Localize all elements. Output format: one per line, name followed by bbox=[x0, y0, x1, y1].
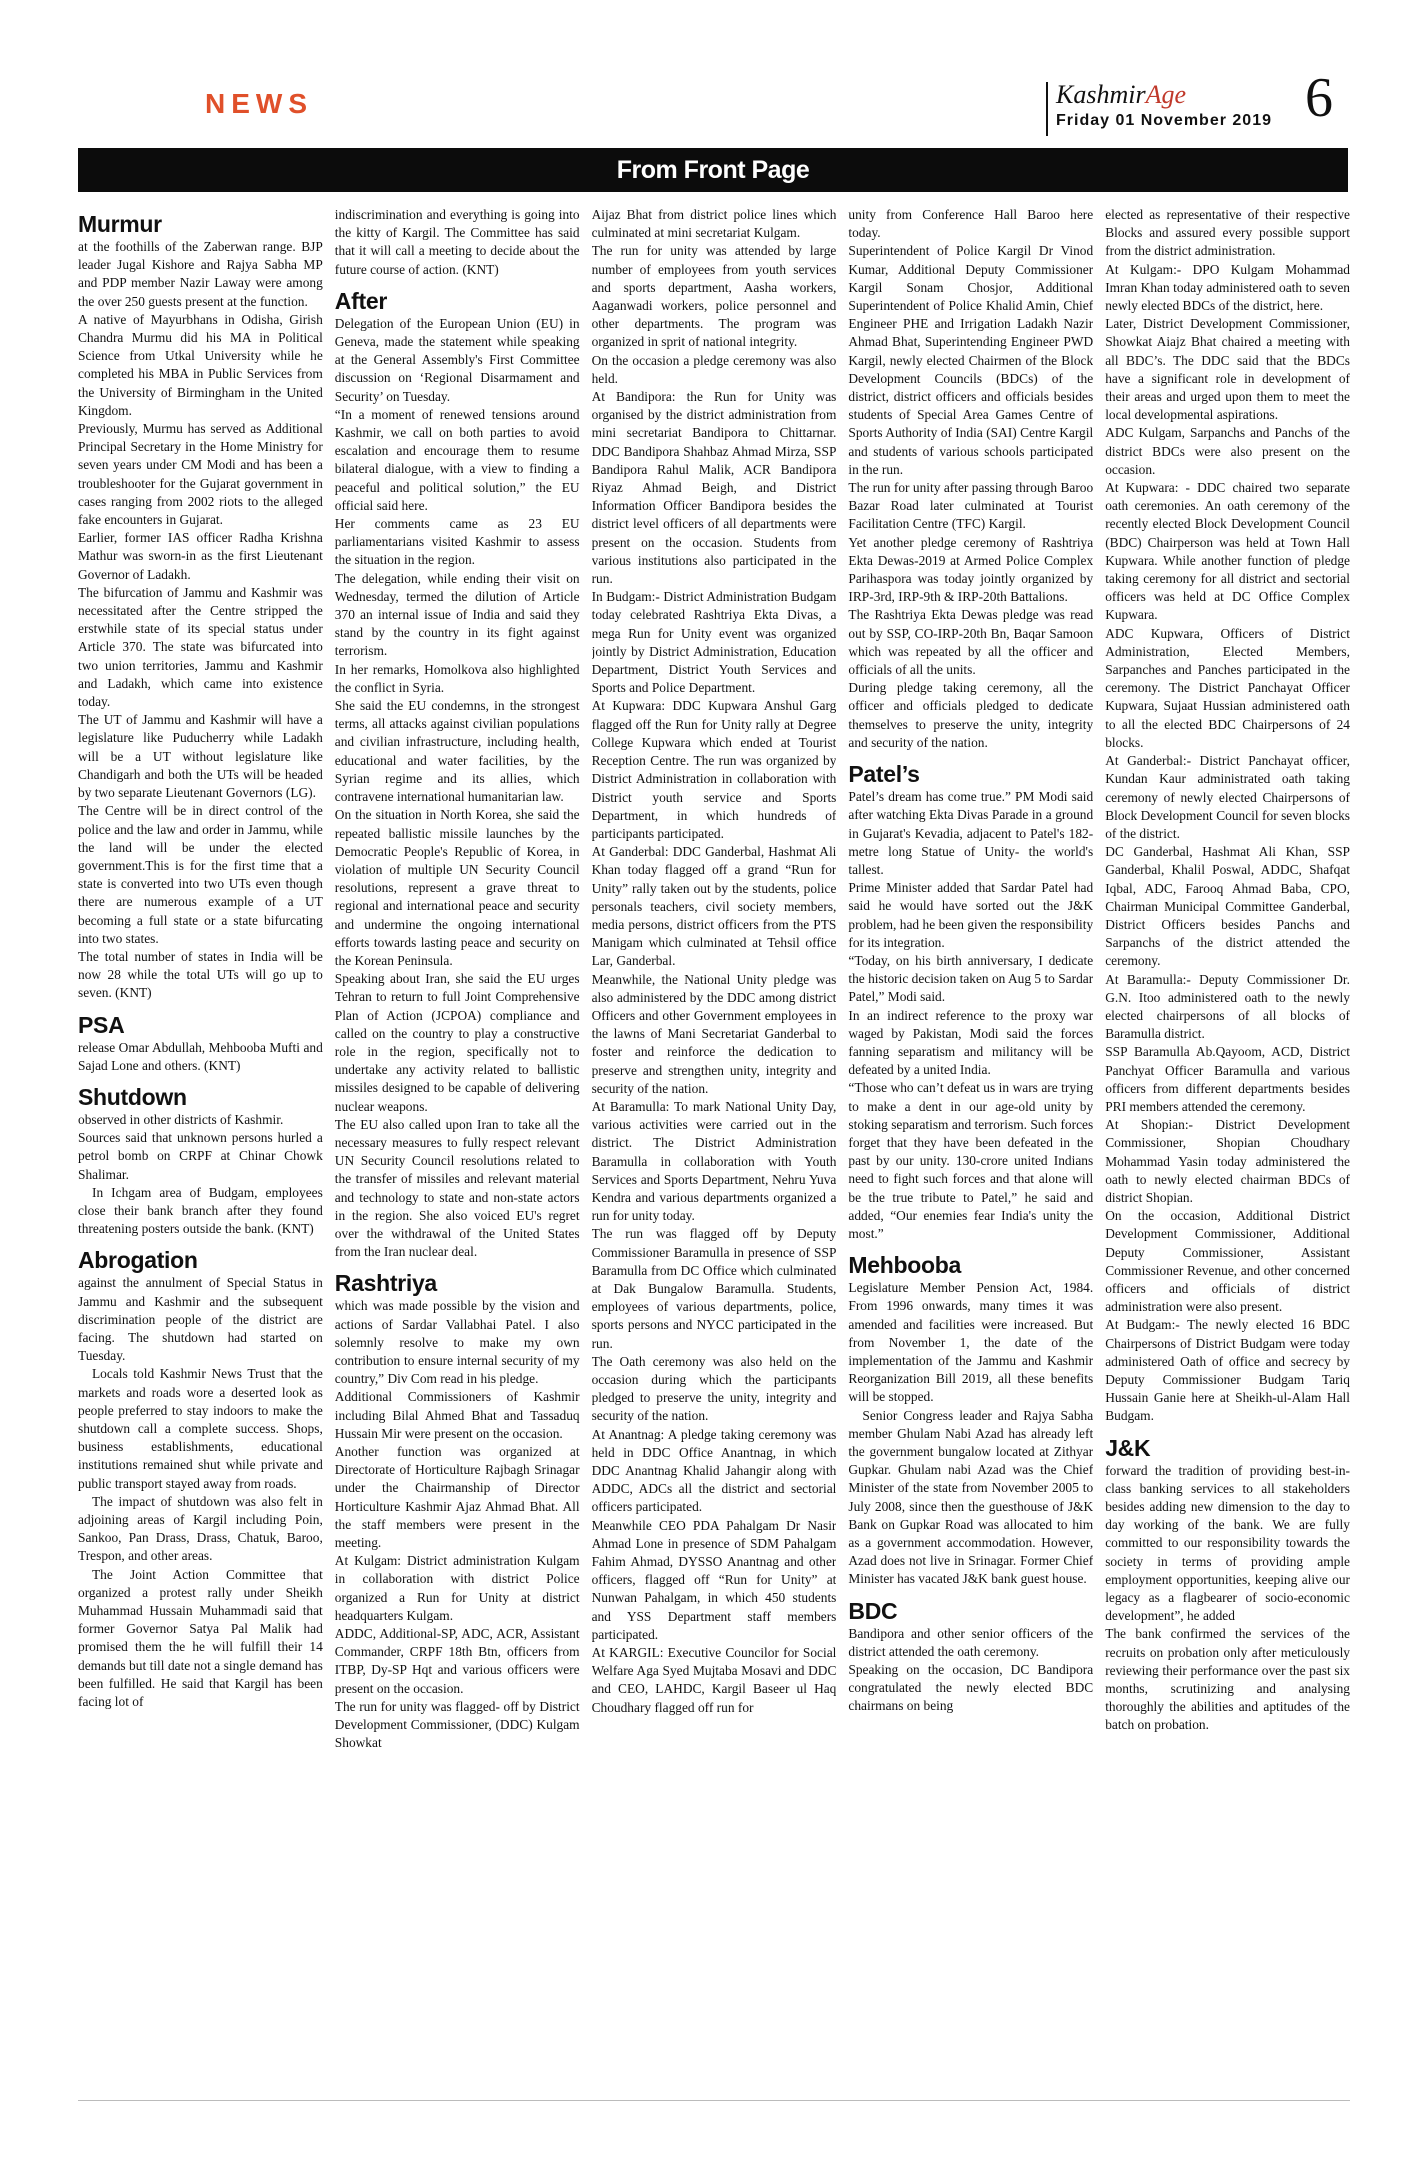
article-paragraph: against the annulment of Special Status in Jammu and Kashmir and the subsequent discrimination people of the district are facing. The shutdown had started on Tuesday. bbox=[78, 1275, 323, 1364]
article-paragraph: indiscrimination and everything is going into the kitty of Kargil. The Committee has said that it will call a meeting to decide about the future course of action. (KNT) bbox=[334, 207, 580, 277]
article-paragraph: which was made possible by the vision and actions of Sardar Vallabhai Patel. I also solemnly resolve to make my own contribution to ensure internal security of my country,” Div Com read in his pledge. bbox=[334, 1298, 580, 1387]
article-columns bbox=[78, 206, 1350, 2086]
article-paragraph: Meanwhile CEO PDA Pahalgam Dr Nasir Ahmad Lone in presence of SDM Pahalgam Fahim Ahmad, DYSSO Anantnag and other officers, flagged off “Run for Unity” at Nunwan Pahalgam, in which 450 students and YSS Department staff members participated. bbox=[591, 1517, 837, 1642]
article-paragraph: elected as representative of their respective Blocks and assured every possible support from the district administration. bbox=[1105, 207, 1350, 259]
article-paragraph: The run for unity after passing through Baroo Bazar Road later culminated at Tourist Facilitation Centre (TFC) Kargil. bbox=[848, 480, 1094, 532]
article-paragraph: ADC Kupwara, Officers of District Administration, Elected Members, Sarpanches and Panches participated in the ceremony. The District Panchayat Officer Kupwara, Sujaat Hussian administered oath to all the elected BDC Chairpersons of 24 blocks. bbox=[1105, 625, 1350, 750]
article-paragraph: On the situation in North Korea, she said the repeated ballistic missile launches by the Democratic People's Republic of Korea, in violation of multiple UN Security Council resolutions, represent a grave threat to regional and international peace and security and undermine the ongoing international efforts towards lasting peace and security on the Korean Peninsula. bbox=[334, 807, 580, 968]
article-paragraph: SSP Baramulla Ab.Qayoom, ACD, District Panchyat Officer Baramulla and various officers from different departments besides PRI members attended the ceremony. bbox=[1105, 1044, 1350, 1114]
article-paragraph: A native of Mayurbhans in Odisha, Girish Chandra Murmu did his MA in Political Science from Utkal University while he completed his MBA in Public Services from the University of Birmingham in the United Kingdom. bbox=[78, 311, 323, 418]
article-paragraph: At Budgam:- The newly elected 16 BDC Chairpersons of District Budgam were today administered Oath of office and secrecy by Deputy Commissioner Budgam Tariq Hussain Ganie here at Sheikh-ul-Alam Hall Budgam. bbox=[1105, 1317, 1350, 1424]
article-paragraph: At Shopian:- District Development Commissioner, Shopian Choudhary Mohammad Yasin today administered the oath to newly elected chairman BDCs of district Shopian. bbox=[1105, 1117, 1350, 1205]
article-paragraph: Senior Congress leader and Rajya Sabha member Ghulam Nabi Azad has already left the government bungalow located at Zithyar Gupkar. Ghulam nabi Azad was the Chief Minister of the state from November 2005 to July 2008, since then the guesthouse of J&K Bank on Gupkar Road was allocated to him as a government accommodation. However, Azad does not live in Srinagar. Former Chief Minister has vacated J&K bank guest house. bbox=[848, 1407, 1094, 1587]
footer-rule bbox=[78, 2100, 1350, 2101]
column-1 bbox=[78, 206, 323, 2086]
article-paragraph: The bifurcation of Jammu and Kashmir was necessitated after the Centre stripped the erstwhile state of its special status under Article 370. The state was bifurcated into two union territories, Jammu and Kashmir and Ladakh, which came into existence today. bbox=[78, 584, 323, 710]
article-paragraph: At Ganderbal: DDC Ganderbal, Hashmat Ali Khan today flagged off a grand “Run for Unity” rally taken out by the students, police personals teachers, civil society members, media persons, district officers from the PTS Manigam which culminated at Tehsil office Lar, Ganderbal. bbox=[591, 844, 837, 969]
article-paragraph: “Today, on his birth anniversary, I dedicate the historic decision taken on Aug 5 to Sardar Patel,” Modi said. bbox=[848, 952, 1094, 1005]
article-headline: Shutdown bbox=[78, 1083, 187, 1110]
article-paragraph: Superintendent of Police Kargil Dr Vinod Kumar, Additional Deputy Commissioner Kargil Sonam Chosjor, Additional Superintendent of Police Khalid Amin, Chief Engineer PHE and Irrigation Ladakh Nazir Ahmad Bhat, Superintending Engineer PWD Kargil, newly elected Chairmen of the Block Development Councils (BDCs) of the district, district officers and officials besides students of Special Area Games Centre of Sports Authority of India (SAI) Centre Kargil and students of various schools participated in the run. bbox=[848, 243, 1094, 477]
column-5 bbox=[1105, 206, 1350, 2086]
article-paragraph: At KARGIL: Executive Councilor for Social Welfare Aga Syed Mujtaba Mosavi and DDC and CEO, LAHDC, Kargil Baseer ul Haq Choudhary flagged off run for bbox=[591, 1645, 837, 1715]
issue-date: Friday 01 November 2019 bbox=[1056, 112, 1272, 129]
article-paragraph: Yet another pledge ceremony of Rashtriya Ekta Dewas-2019 at Armed Police Complex Parihaspora was today jointly organized by IRP-3rd, IRP-9th & IRP-20th Battalions. bbox=[848, 534, 1094, 605]
article-paragraph: ADDC, Additional-SP, ADC, ACR, Assistant Commander, CRPF 18th Btn, officers from ITBP, Dy-SP Hqt and various officers were present on the occasion. bbox=[334, 1626, 580, 1696]
article-headline: J&K bbox=[1105, 1434, 1151, 1461]
article-headline: PSA bbox=[78, 1011, 125, 1038]
article-paragraph: On the occasion, Additional District Development Commissioner, Additional Deputy Commissioner, Assistant Commissioner Revenue, and other concerned officers and officials of district administration were also present. bbox=[1105, 1208, 1350, 1315]
article-paragraph: At Kupwara: DDC Kupwara Anshul Garg flagged off the Run for Unity rally at Degree College Kupwara which ended at Tourist Reception Centre. The run was organized by District Administration in collaboration with District youth service and Sports Department, in which hundreds of participants participated. bbox=[591, 698, 837, 841]
article-paragraph: observed in other districts of Kashmir. bbox=[78, 1111, 284, 1127]
article-paragraph: Aijaz Bhat from district police lines which culminated at mini secretariat Kulgam. bbox=[591, 207, 837, 241]
article-paragraph: release Omar Abdullah, Mehbooba Mufti and Sajad Lone and others. (KNT) bbox=[78, 1039, 323, 1073]
brand-prefix: Kashmir bbox=[1056, 80, 1146, 109]
article-paragraph: Another function was organized at Directorate of Horticulture Rajbagh Srinagar under the Chairmanship of Director Horticulture Kashmir Ajaz Ahmad Bhat. All the staff members were present in the meeting. bbox=[334, 1444, 580, 1551]
article-paragraph: The UT of Jammu and Kashmir will have a legislature like Puducherry while Ladakh will be a UT without legislature like Chandigarh and both the UTs will be headed by two separate Lieutenant Governors (LG). bbox=[78, 712, 323, 801]
article-paragraph: At Baramulla:- Deputy Commissioner Dr. G.N. Itoo administered oath to the newly elected chairpersons of all blocks of Baramulla district. bbox=[1105, 971, 1350, 1042]
article-headline: After bbox=[334, 287, 387, 314]
article-paragraph: The impact of shutdown was also felt in adjoining areas of Kargil including Poin, Sankoo, Pan Drass, Drass, Chatuk, Baroo, Trespon, and other areas. bbox=[78, 1493, 323, 1564]
article-paragraph: At Bandipora: the Run for Unity was organised by the district administration from mini secretariat Bandipora to Chittarnar. DDC Bandipora Shahbaz Ahmad Mirza, SSP Bandipora Rahul Malik, ACR Bandipora Riyaz Ahmad Beigh, and District Information Officer Bandipora besides the district level officers of all departments were present on the occasion. Students from various institutions also participated in the run. bbox=[591, 389, 837, 587]
article-paragraph: DC Ganderbal, Hashmat Ali Khan, SSP Ganderbal, Khalil Poswal, ADDC, Shafqat Iqbal, ADC, Farooq Ahmad Baba, CPO, Chairman Municipal Committee Ganderbal, District Officers besides Panchs and Sarpanchs of the district attended the ceremony. bbox=[1105, 844, 1350, 969]
article-headline: Murmur bbox=[78, 211, 162, 237]
article-paragraph: The EU also called upon Iran to take all the necessary measures to fully respect relevant UN Security Council resolutions related to the transfer of missiles and relevant material and technology to state and non-state actors in the region. She also voiced EU's regret over the withdrawal of the United States from the Iran nuclear deal. bbox=[334, 1116, 580, 1260]
article-paragraph: In an indirect reference to the proxy war waged by Pakistan, Modi said the forces fanning separatism and militancy will be defeated by a united India. bbox=[848, 1007, 1094, 1078]
article-paragraph: The Joint Action Committee that organized a protest rally under Sheikh Muhammad Hussain Muhammadi said that former Governor Satya Pal Malik had promised them the he will fulfill their 14 demands but till date not a single demand has been fulfilled. He said that Kargil has been facing lot of bbox=[78, 1566, 323, 1710]
masthead bbox=[1040, 78, 1290, 138]
column-2 bbox=[335, 206, 580, 2086]
column-3 bbox=[592, 206, 837, 2086]
article-headline: Abrogation bbox=[78, 1247, 198, 1274]
article-paragraph: The run was flagged off by Deputy Commissioner Baramulla in presence of SSP Baramulla from DC Office which culminated at Dak Bungalow Baramulla. Students, employees of various departments, police, sports persons and NYCC participated in the run. bbox=[591, 1226, 837, 1351]
article-paragraph: At Anantnag: A pledge taking ceremony was held in DDC Office Anantnag, in which DDC Anantnag Khalid Jahangir along with ADDC, ADCs all the district and sectorial officers participated. bbox=[591, 1426, 837, 1515]
brand-suffix: Age bbox=[1145, 80, 1186, 109]
article-paragraph: Meanwhile, the National Unity pledge was also administered by the DDC among district Officers and other Government employees in the lawns of Mani Secretariat Ganderbal to foster and reinforce the dedication to preserve and strengthen unity, integrity and security of the nation. bbox=[591, 971, 837, 1096]
article-paragraph: At Ganderbal:- District Panchayat officer, Kundan Kaur administrated oath taking ceremony of newly elected Chairpersons of Block Development Council for seven blocks of the district. bbox=[1105, 753, 1350, 841]
article-paragraph: At Baramulla: To mark National Unity Day, various activities were carried out in the district. The District Administration Baramulla in collaboration with Youth Services and Sports Department, Nehru Yuva Kendra and various departments organized a run for unity today. bbox=[591, 1098, 837, 1224]
article-paragraph: Additional Commissioners of Kashmir including Bilal Ahmed Bhat and Tassaduq Hussain Mir were present on the occasion. bbox=[334, 1389, 580, 1441]
masthead-divider bbox=[1046, 82, 1048, 136]
article-paragraph: The Centre will be in direct control of the police and the law and order in Jammu, while the land will be under the elected government.This is for the first time that a state is converted into two UTs even though there are numerous example of a UT becoming a full state or a state bifurcating into two states. bbox=[78, 803, 323, 946]
article-paragraph: The run for unity was attended by large number of employees from youth services and sports department, Aasha workers, Aaganwadi workers, police personnel and other departments. The program was organized in sprit of national integrity. bbox=[591, 243, 837, 350]
column-4 bbox=[848, 206, 1093, 2086]
article-paragraph: The delegation, while ending their visit on Wednesday, termed the dilution of Article 370 an internal issue of India and said they stand by the country in its fight against terrorism. bbox=[334, 570, 580, 659]
article-paragraph: On the occasion a pledge ceremony was also held. bbox=[591, 352, 837, 386]
article-paragraph: Her comments came as 23 EU parliamentarians visited Kashmir to assess the situation in the region. bbox=[334, 516, 580, 568]
article-paragraph: Later, District Development Commissioner, Showkat Aiajz Bhat chaired a meeting with all BDC’s. The DDC said that the BDCs have a significant role in development of their areas and urged upon them to meet the local developmental aspirations. bbox=[1105, 316, 1350, 423]
article-paragraph: The total number of states in India will be now 28 while the total UTs will go up to seven. (KNT) bbox=[78, 948, 323, 1001]
article-paragraph: At Kulgam:- DPO Kulgam Mohammad Imran Khan today administered oath to seven newly elected BDCs of the district, here. bbox=[1105, 261, 1350, 314]
section-banner: From Front Page bbox=[78, 148, 1348, 192]
article-paragraph: At Kulgam: District administration Kulgam in collaboration with district Police organized a Run for Unity at district headquarters Kulgam. bbox=[334, 1553, 580, 1623]
article-paragraph: The bank confirmed the services of the recruits on probation only after meticulously reviewing their performance over the past six months, scrutinizing and analysing thoroughly the abilities and aptitudes of the batch on probation. bbox=[1105, 1626, 1350, 1733]
article-paragraph: Earlier, former IAS officer Radha Krishna Mathur was sworn-in as the first Lieutenant Governor of Ladakh. bbox=[78, 530, 323, 582]
article-paragraph: Speaking about Iran, she said the EU urges Tehran to return to full Joint Comprehensive Plan of Action (JCPOA) compliance and called on the country to play a constructive role in the region, specifically not to undertake any activity related to ballistic missiles designed to be capable of delivering nuclear weapons. bbox=[334, 971, 580, 1114]
article-paragraph: ADC Kulgam, Sarpanchs and Panchs of the district BDCs were also present on the occasion. bbox=[1105, 425, 1350, 477]
article-headline: BDC bbox=[848, 1597, 898, 1624]
section-label: NEWS bbox=[205, 88, 313, 119]
article-paragraph: Delegation of the European Union (EU) in Geneva, made the statement while speaking at the General Assembly's First Committee discussion on ‘Regional Disarmament and Security’ on Tuesday. bbox=[334, 315, 580, 404]
article-paragraph: Prime Minister added that Sardar Patel had said he would have sorted out the J&K problem, had he been given the responsibility for its integration. bbox=[848, 880, 1094, 950]
article-paragraph: During pledge taking ceremony, all the officer and officials pledged to dedicate themselves to preserve the unity, integrity and security of the nation. bbox=[848, 680, 1094, 750]
article-paragraph: Previously, Murmu has served as Additional Principal Secretary in the Home Ministry for seven years under CM Modi and has been a troubleshooter for the Gujarat government in cases ranging from 2002 riots to the alleged fake encounters in Gujarat. bbox=[78, 421, 323, 528]
article-paragraph: The Rashtriya Ekta Dewas pledge was read out by SSP, CO-IRP-20th Bn, Baqar Samoon which was repeated by all the officer and officials of all the units. bbox=[848, 607, 1094, 678]
page-number: 6 bbox=[1305, 67, 1333, 129]
article-paragraph: unity from Conference Hall Baroo here today. bbox=[848, 207, 1094, 241]
article-paragraph: In her remarks, Homolkova also highlighted the conflict in Syria. bbox=[334, 661, 580, 695]
publication-logo bbox=[1056, 80, 1186, 110]
article-paragraph: Patel’s dream has come true.” PM Modi said after watching Ekta Divas Parade in a ground in Gujarat's Kevadia, adjacent to Patel's 182-metre long Statue of Unity- the world's tallest. bbox=[848, 789, 1094, 877]
article-paragraph: “Those who can’t defeat us in wars are trying to make a dent in our age-old unity by stoking separatism and terrorism. Such forces forget that they have been defeated in the past by our unity. 130-crore united Indians need to fight such forces and that alone will be the true tribute to Patel,” he said and added, “Our enemies fear India's unity the most.” bbox=[848, 1080, 1094, 1241]
article-paragraph: Legislature Member Pension Act, 1984. From 1996 onwards, many times it was amended and facilities were increased. But from November 1, the date of the implementation of the Jammu and Kashmir Reorganization Bill 2019, all these benefits will be stopped. bbox=[848, 1280, 1094, 1405]
article-paragraph: The run for unity was flagged- off by District Development Commissioner, (DDC) Kulgam Showkat bbox=[334, 1698, 580, 1751]
article-paragraph: She said the EU condemns, in the strongest terms, all attacks against civilian populations and civilian infrastructure, including health, educational and water facilities, by the Syrian regime and its allies, which contravene international humanitarian law. bbox=[334, 698, 580, 805]
article-paragraph: Bandipora and other senior officers of the district attended the oath ceremony. bbox=[848, 1625, 1094, 1659]
article-paragraph: Speaking on the occasion, DC Bandipora congratulated the newly elected BDC chairmans on being bbox=[848, 1662, 1094, 1714]
article-headline: Patel’s bbox=[848, 761, 920, 788]
article-headline: Rashtriya bbox=[334, 1270, 437, 1297]
article-paragraph: In Ichgam area of Budgam, employees close their bank branch after they found threatening posters outside the bank. (KNT) bbox=[78, 1184, 323, 1237]
article-paragraph: “In a moment of renewed tensions around Kashmir, we call on both parties to avoid escalation and encourage them to resume bilateral dialogue, with a view to finding a peaceful and political solution,” the EU official said here. bbox=[334, 406, 580, 513]
article-paragraph: Sources said that unknown persons hurled a petrol bomb on CRPF at Chinar Chowk Shalimar. bbox=[78, 1130, 323, 1182]
article-paragraph: In Budgam:- District Administration Budgam today celebrated Rashtriya Ekta Divas, a mega Run for Unity event was organized jointly by District Administration, Education Department, District Youth Services and Sports and Police Department. bbox=[591, 589, 837, 696]
article-paragraph: at the foothills of the Zaberwan range. BJP leader Jugal Kishore and Rajya Sabha MP and PDP member Nazir Laway were among the over 250 guests present at the function. bbox=[78, 239, 323, 309]
article-paragraph: The Oath ceremony was also held on the occasion during which the participants pledged to preserve the unity, integrity and security of the nation. bbox=[591, 1353, 837, 1424]
article-paragraph: At Kupwara: - DDC chaired two separate oath ceremonies. An oath ceremony of the recently elected Block Development Council (BDC) Chairperson was held at Town Hall Kupwara. While another function of pledge taking ceremony for all district and sectorial officers was held at DC Office Complex Kupwara. bbox=[1105, 480, 1350, 623]
article-headline: Mehbooba bbox=[848, 1252, 961, 1279]
article-paragraph: forward the tradition of providing best-in-class banking services to all stakeholders besides adding new dimension to the day to day working of the bank. We are fully committed to our responsibility towards the society in terms of providing ample employment opportunities, keeping alive our legacy as a flagbearer of socio-economic development”, he added bbox=[1105, 1462, 1350, 1624]
article-paragraph: Locals told Kashmir News Trust that the markets and roads wore a deserted look as people preferred to stay indoors to make the shutdown call a complete success. Shops, business establishments, educational institutions remained shut while private and public transport stayed away from roads. bbox=[78, 1366, 323, 1491]
